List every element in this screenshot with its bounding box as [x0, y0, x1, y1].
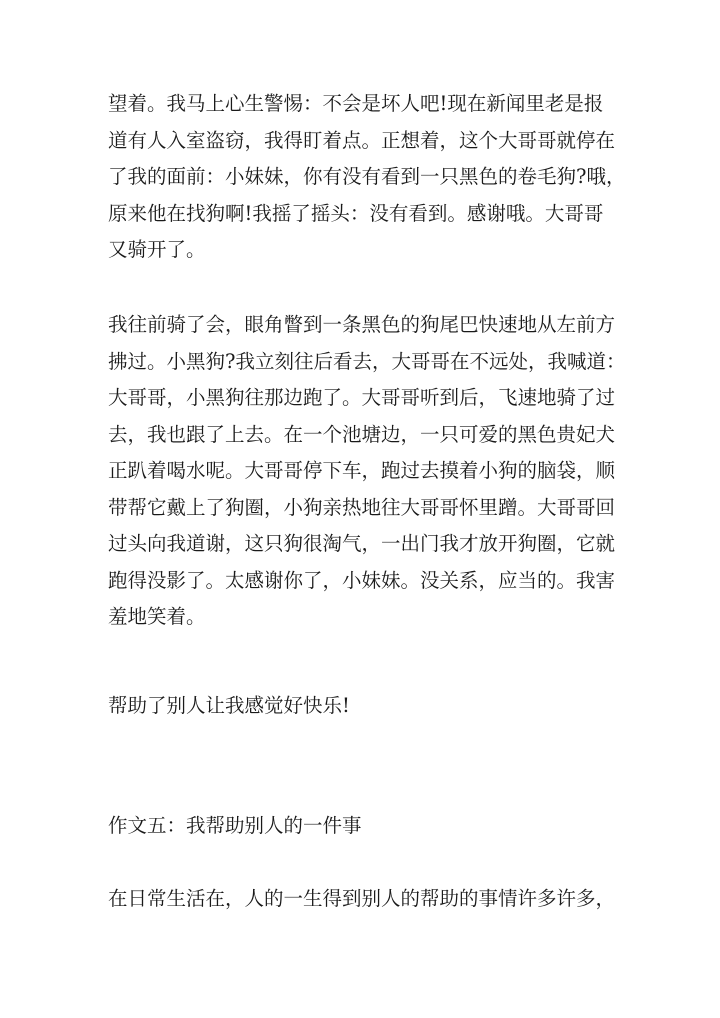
- text-line: 望着。我马上心生警惕：不会是坏人吧!现在新闻里老是报: [108, 92, 604, 115]
- text-line: 拂过。小黑狗?我立刻往后看去，大哥哥在不远处，我喊道：: [108, 349, 626, 373]
- text-line: 又骑开了。: [108, 238, 206, 261]
- text-line: 羞地笑着。: [108, 605, 206, 628]
- text-line: 道有人入室盗窃，我得盯着点。正想着，这个大哥哥就停在: [108, 128, 616, 152]
- paragraph-story-continuation: [108, 86, 626, 269]
- text-line: 大哥哥，小黑狗往那边跑了。大哥哥听到后，飞速地骑了过: [108, 386, 616, 409]
- essay-heading: [108, 808, 620, 845]
- text-line: 带帮它戴上了狗圈，小狗亲热地往大哥哥怀里蹭。大哥哥回: [108, 495, 616, 519]
- paragraph-finding-dog: [108, 307, 626, 636]
- text-line: 跑得没影了。太感谢你了，小妹妹。没关系，应当的。我害: [108, 568, 616, 592]
- text-line: 过头向我道谢，这只狗很淘气，一出门我才放开狗圈，它就: [108, 532, 616, 555]
- paragraph-essay-opening: [108, 881, 620, 918]
- text-line: 去，我也跟了上去。在一个池塘边，一只可爱的黑色贵妃犬: [108, 422, 616, 446]
- text-line: 原来他在找狗啊!我摇了摇头：没有看到。感谢哦。大哥哥: [108, 201, 604, 225]
- text-line: 我往前骑了会，眼角瞥到一条黑色的狗尾巴快速地从左前方: [108, 313, 616, 336]
- text-line: 帮助了别人让我感觉好快乐!: [108, 694, 350, 717]
- text-line: 正趴着喝水呢。大哥哥停下车，跑过去摸着小狗的脑袋，顺: [108, 459, 616, 482]
- text-line: 了我的面前：小妹妹，你有没有看到一只黑色的卷毛狗?哦，: [108, 165, 626, 188]
- heading-text: 作文五：我帮助别人的一件事: [108, 814, 362, 837]
- paragraph-conclusion: [108, 688, 620, 725]
- text-line: 在日常生活在，人的一生得到别人的帮助的事情许多许多，: [108, 887, 616, 910]
